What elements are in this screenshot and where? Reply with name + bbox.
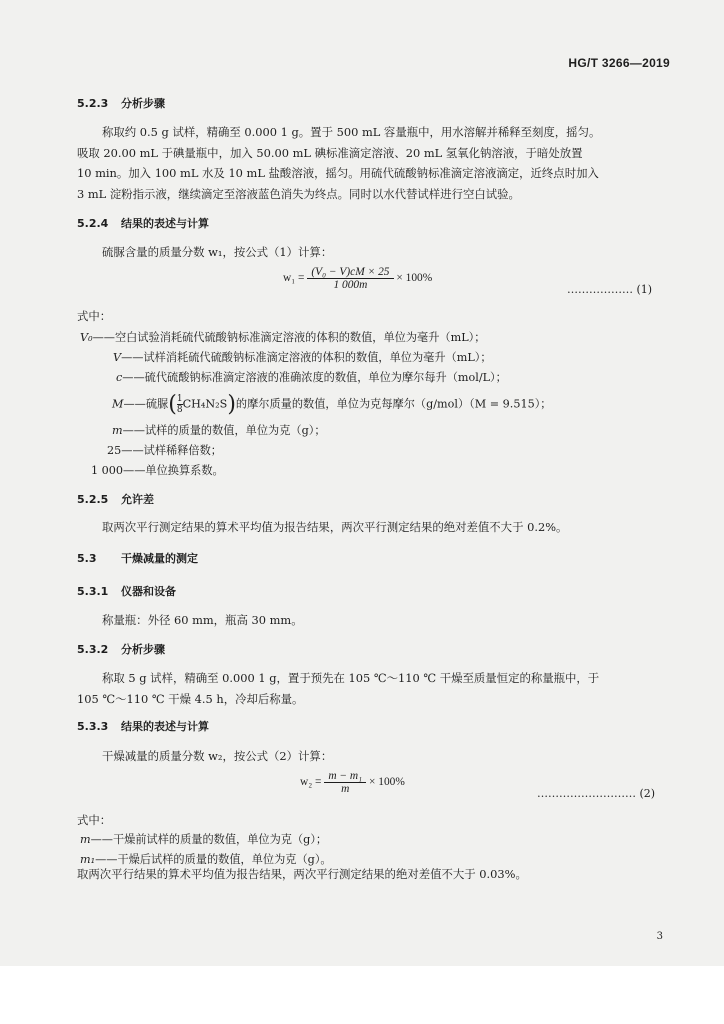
variable-symbol: m: [112, 424, 123, 437]
formula-numerator: (V₀ − V)cM × 25: [307, 266, 393, 279]
formula-denominator: 1 000m: [333, 279, 368, 291]
variable-symbol: c: [116, 371, 123, 384]
formula-lhs: w₂ =: [300, 776, 322, 789]
variable-symbol: M: [112, 397, 124, 411]
heading-number: 5.3.2: [77, 643, 109, 656]
formula-fraction: [324, 770, 366, 795]
variable-symbol: V₀: [80, 331, 93, 344]
heading-number: 5.3.3: [77, 720, 109, 733]
variable-definition: [112, 392, 551, 417]
heading-title: 仪器和设备: [121, 585, 176, 598]
text-line: 吸取 20.00 mL 于碘量瓶中，加入 50.00 mL 碘标准滴定溶液、20 mL 氢氧化钠溶液，于暗处放置: [77, 145, 583, 160]
where-label: 式中：: [77, 309, 112, 323]
heading-number: 5.2.5: [77, 493, 109, 506]
heading-title: 分析步骤: [121, 643, 165, 656]
variable-symbol: m₁: [80, 853, 96, 866]
paragraph-5-3-1: 称量瓶：外径 60 mm，瓶高 30 mm。: [102, 613, 303, 627]
left-paren: (: [168, 392, 177, 417]
variable-definition: [80, 329, 485, 345]
variable-definition: [107, 442, 222, 458]
heading-number: 5.2.4: [77, 217, 109, 230]
formula-tail: × 100%: [368, 776, 405, 789]
variable-description: ——试样消耗硫代硫酸钠标准滴定溶液的体积的数值，单位为毫升（mL）；: [121, 351, 492, 364]
heading-5-3: [77, 550, 198, 566]
variable-definition: [91, 462, 224, 478]
variable-symbol: 25: [107, 444, 122, 457]
variable-description-tail: 的摩尔质量的数值，单位为克每摩尔（g/mol）（M = 9.515）；: [235, 397, 552, 411]
formula-1-intro: 硫脲含量的质量分数 w₁，按公式（1）计算：: [102, 245, 333, 259]
heading-title: 结果的表述与计算: [121, 217, 209, 230]
heading-title: 允许差: [121, 493, 154, 506]
formula-2-intro: 干燥减量的质量分数 w₂，按公式（2）计算：: [102, 749, 333, 763]
variable-symbol: m: [80, 833, 91, 846]
heading-number: 5.3.1: [77, 585, 109, 598]
where-label: 式中：: [77, 813, 112, 827]
formula-denominator: m: [341, 783, 350, 795]
page-number: 3: [656, 931, 663, 942]
paragraph-5-3-2: [77, 668, 662, 709]
heading-5-2-4: [77, 215, 209, 231]
variable-description: ——试样的质量的数值，单位为克（g）；: [122, 424, 326, 437]
heading-title: 分析步骤: [121, 97, 165, 110]
chemical-formula: CH₄N₂S: [182, 397, 228, 411]
variable-definition: [112, 422, 326, 438]
formula-numerator: m − m₁: [324, 770, 366, 783]
text-line: 10 min。加入 100 mL 水及 10 mL 盐酸溶液，摇匀。用硫代硫酸钠标准滴定溶液滴定，近终点时加入: [77, 166, 599, 180]
heading-title: 结果的表述与计算: [121, 720, 209, 733]
paragraph-5-2-3: [77, 122, 662, 204]
paragraph-5-2-5: 取两次平行测定结果的算术平均值为报告结果，两次平行测定结果的绝对差值不大于 0.2%。: [102, 520, 568, 534]
paragraph-5-3-3-tail: 取两次平行结果的算术平均值为报告结果，两次平行测定结果的绝对差值不大于 0.03%。: [77, 867, 527, 881]
equation-number-1: ……………… (1): [567, 283, 653, 296]
variable-description: ——干燥前试样的质量的数值，单位为克（g）；: [90, 833, 328, 846]
text-line: 称取 5 g 试样，精确至 0.000 1 g，置于预先在 105 ℃～110 ℃ 干燥至质量恒定的称量瓶中，于: [102, 671, 600, 685]
variable-definition: [80, 831, 327, 847]
text-line: 105 ℃～110 ℃ 干燥 4.5 h，冷却后称量。: [77, 691, 304, 706]
variable-definition: [116, 369, 507, 385]
variable-symbol: V: [113, 351, 122, 364]
variable-description: ——空白试验消耗硫代硫酸钠标准滴定溶液的体积的数值，单位为毫升（mL）；: [92, 331, 486, 344]
heading-5-3-3: [77, 718, 209, 734]
variable-symbol: 1 000: [91, 464, 124, 477]
right-paren: ): [227, 392, 236, 417]
heading-5-2-5: [77, 491, 154, 507]
variable-description: ——试样稀释倍数；: [121, 444, 222, 457]
heading-5-2-3: [77, 95, 165, 111]
heading-number: 5.3: [77, 552, 97, 565]
heading-title: 干燥减量的测定: [121, 552, 198, 565]
variable-description: ——硫脲: [123, 397, 169, 411]
heading-number: 5.2.3: [77, 97, 109, 110]
variable-description: ——硫代硫酸钠标准滴定溶液的准确浓度的数值，单位为摩尔每升（mol/L）；: [122, 371, 507, 384]
formula-1: [283, 266, 432, 291]
standard-code: HG/T 3266—2019: [568, 56, 670, 70]
variable-definition: [113, 349, 492, 365]
heading-5-3-1: [77, 583, 176, 599]
formula-tail: × 100%: [396, 272, 433, 285]
formula-2: [300, 770, 405, 795]
equation-number-2: ……………………… (2): [537, 787, 656, 800]
text-line: 称取约 0.5 g 试样，精确至 0.000 1 g。置于 500 mL 容量瓶中，用水溶解并稀释至刻度，摇匀。: [102, 125, 601, 139]
variable-description: ——单位换算系数。: [123, 464, 224, 477]
formula-fraction: [307, 266, 393, 291]
fraction-top: 1: [176, 394, 183, 404]
text-line: 3 mL 淀粉指示液，继续滴定至溶液蓝色消失为终点。同时以水代替试样进行空白试验。: [77, 186, 520, 201]
formula-lhs: w₁ =: [283, 272, 305, 285]
fraction-bottom: 8: [176, 405, 183, 415]
heading-5-3-2: [77, 641, 165, 657]
variable-description: ——干燥后试样的质量的数值，单位为克（g）。: [95, 853, 332, 866]
